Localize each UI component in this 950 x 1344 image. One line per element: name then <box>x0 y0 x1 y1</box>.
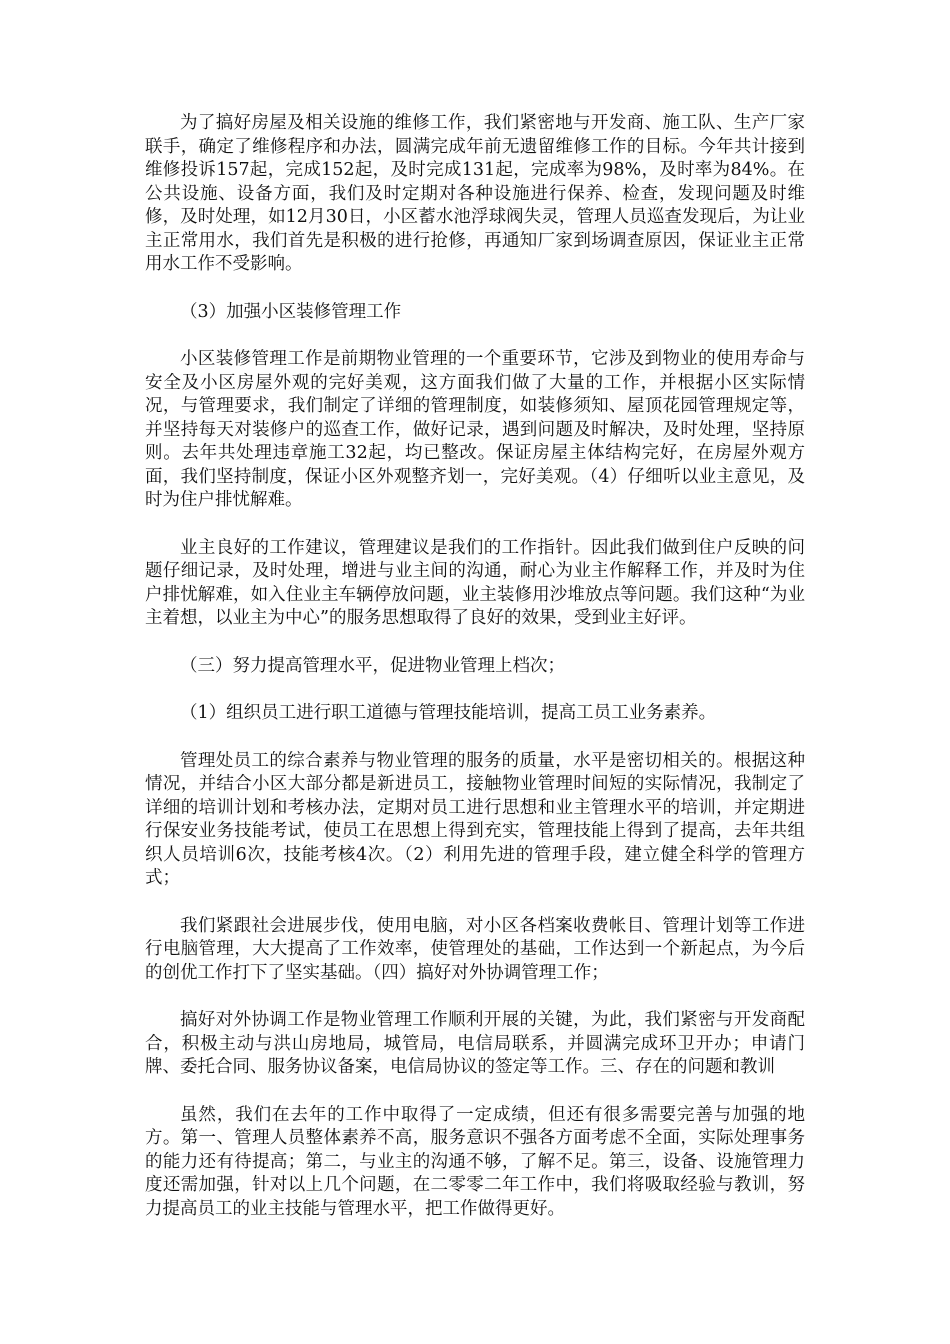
paragraph-owner-suggestions: 业主良好的工作建议，管理建议是我们的工作指针。因此我们做到住户反映的问题仔细记录，及时处理，增进与业主间的沟通，耐心为业主作解释工作，并及时为住户排忧解难，如入住业主车辆停放问题，业主装修用沙堆放点等问题。我们这种“为业主着想，以业主为中心”的服务思想取得了良好的效果，受到业主好评。 <box>145 537 805 628</box>
paragraph-computer-management: 我们紧跟社会进展步伐，使用电脑，对小区各档案收费帐目、管理计划等工作进行电脑管理，大大提高了工作效率，使管理处的基础，工作达到一个新起点，为今后的创优工作打下了坚实基础。（四）搞好对外协调管理工作； <box>145 915 805 983</box>
paragraph-external-coordination: 搞好对外协调工作是物业管理工作顺利开展的关键，为此，我们紧密与开发商配合，积极主动与洪山房地局，城管局，电信局联系，并圆满完成环卫开办；申请门牌、委托合同、服务协议备案，电信局协议的签定等工作。三、存在的问题和教训 <box>145 1010 805 1077</box>
paragraph-renovation: 小区装修管理工作是前期物业管理的一个重要环节，它涉及到物业的使用寿命与安全及小区房屋外观的完好美观，这方面我们做了大量的工作，并根据小区实际情况，与管理要求，我们制定了详细的管理制度，如装修须知、屋顶花园管理规定等，并坚持每天对装修户的巡查工作，做好记录，遇到问题及时解决，及时处理，坚持原则。去年共处理违章施工32起，均已整改。保证房屋主体结构完好，在房屋外观方面，我们坚持制度，保证小区外观整齐划一，完好美观。（4）仔细听以业主意见，及时为住户排忧解难。 <box>145 349 805 510</box>
document-body <box>145 112 805 1245</box>
paragraph-maintenance: 为了搞好房屋及相关设施的维修工作，我们紧密地与开发商、施工队、生产厂家联手，确定了维修程序和办法，圆满完成年前无遗留维修工作的目标。今年共计接到维修投诉157起，完成152起，及时完成131起，完成率为98%，及时率为84%。在公共设施、设备方面，我们及时定期对各种设施进行保养、检查，发现问题及时维修，及时处理，如12月30日，小区蓄水池浮球阀失灵，管理人员巡查发现后，为让业主正常用水，我们首先是积极的进行抢修，再通知厂家到场调查原因，保证业主正常用水工作不受影响。 <box>145 113 805 274</box>
heading-renovation-management: （3）加强小区装修管理工作 <box>180 301 402 322</box>
paragraph-training: 管理处员工的综合素养与物业管理的服务的质量，水平是密切相关的。根据这种情况，并结合小区大部分都是新进员工，接触物业管理时间短的实际情况，我制定了详细的培训计划和考核办法，定期对员工进行思想和业主管理水平的培训，并定期进行保安业务技能考试，使员工在思想上得到充实，管理技能上得到了提高，去年共组织人员培训6次，技能考核4次。（2）利用先进的管理手段，建立健全科学的管理方式； <box>145 750 805 888</box>
paragraph-problems-lessons: 虽然，我们在去年的工作中取得了一定成绩，但还有很多需要完善与加强的地方。第一、管理人员整体素养不高，服务意识不强各方面考虑不全面，实际处理事务的能力还有待提高；第二，与业主的沟通不够，了解不足。第三，设备、设施管理力度还需加强，针对以上几个问题，在二零零二年工作中，我们将吸取经验与教训，努力提高员工的业主技能与管理水平，把工作做得更好。 <box>145 1104 805 1219</box>
heading-staff-training: （1）组织员工进行职工道德与管理技能培训，提高工员工业务素养。 <box>180 703 717 723</box>
heading-management-level: （三）努力提高管理水平，促进物业管理上档次； <box>180 655 565 676</box>
